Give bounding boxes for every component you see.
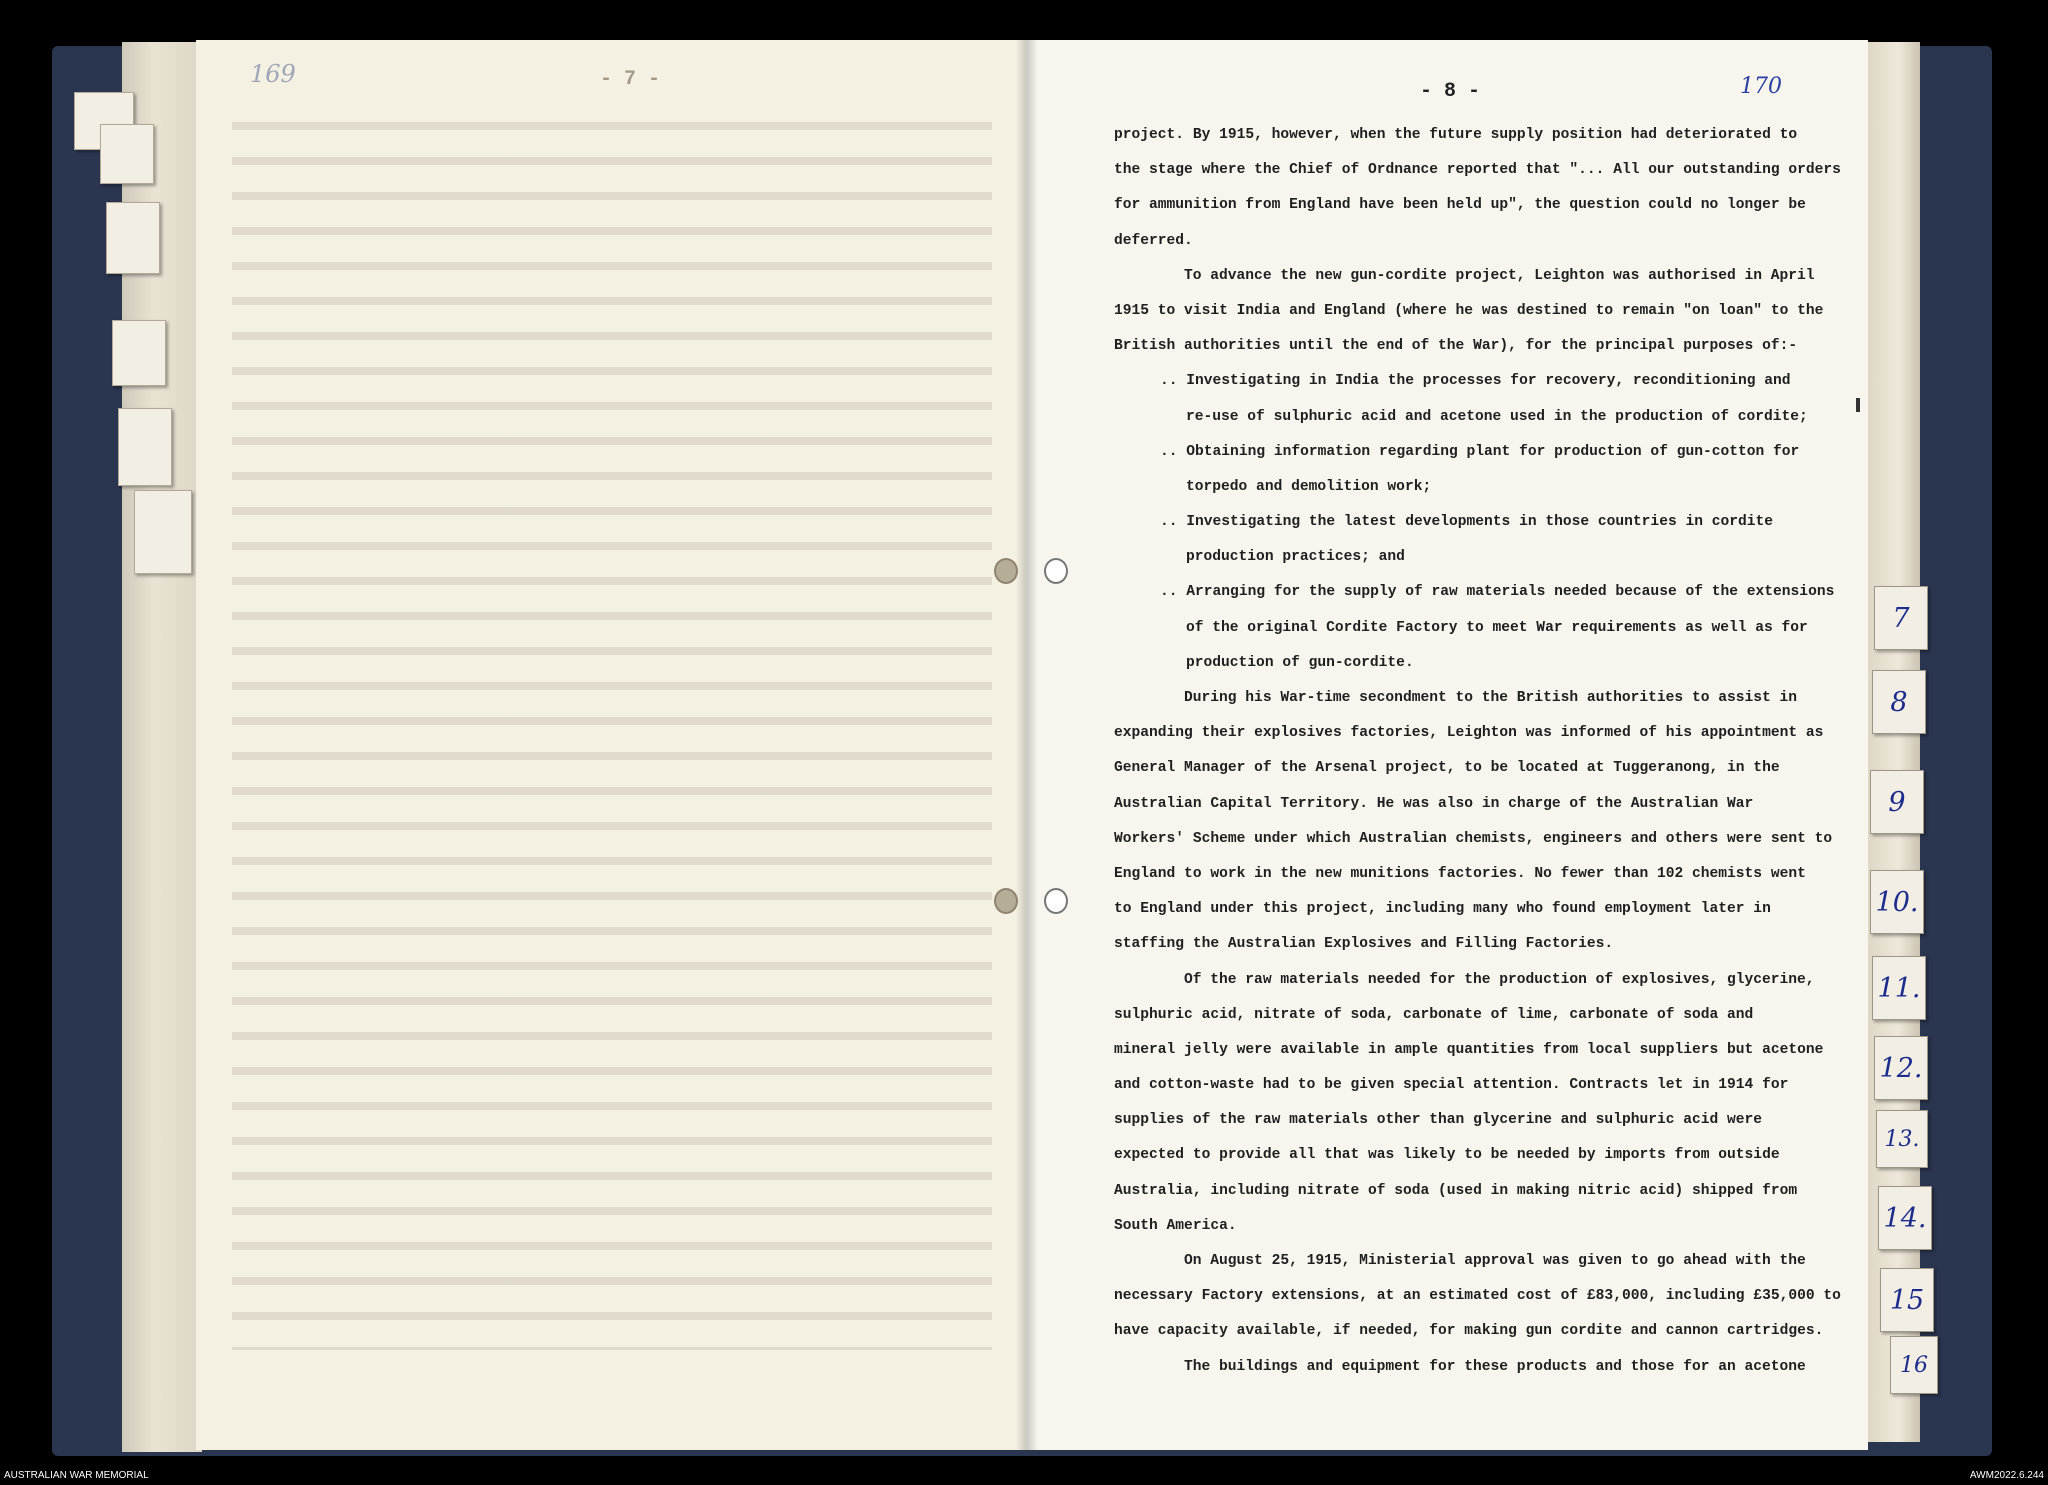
text-line: necessary Factory extensions, at an estimated cost of £83,000, including £35,000 to (1114, 1288, 1841, 1305)
text-line: the stage where the Chief of Ordnance reported that "... All our outstanding orders (1114, 162, 1841, 179)
text-line: Australia, including nitrate of soda (used in making nitric acid) shipped from (1114, 1182, 1798, 1199)
left-page-bleed-through-text (232, 100, 992, 1350)
index-tab[interactable]: 16 (1890, 1336, 1938, 1394)
left-page-handwritten-number: 169 (250, 60, 296, 88)
index-tab[interactable]: 11. (1872, 956, 1926, 1020)
binding-hole (994, 558, 1018, 584)
text-line: expected to provide all that was likely to be needed by imports from outside (1114, 1147, 1780, 1164)
text-line: During his War-time secondment to the British authorities to assist in (1184, 690, 1798, 706)
index-tab[interactable]: 12. (1874, 1036, 1928, 1100)
binding-hole (1044, 558, 1068, 584)
text-line: General Manager of the Arsenal project, to be located at Tuggeranong, in the (1114, 760, 1780, 777)
text-line: .. Investigating in India the processes for recovery, reconditioning and (1160, 373, 1791, 390)
text-line: 1915 to visit India and England (where he was destined to remain "on loan" to the (1114, 302, 1824, 319)
text-line: British authorities until the end of the War), for the principal purposes of:- (1114, 338, 1798, 355)
text-line: staffing the Australian Explosives and Filling Factories. (1114, 936, 1614, 953)
footer-right-caption: AWM2022.6.244 (1969, 1470, 2044, 1481)
text-line: The buildings and equipment for these products and those for an acetone (1184, 1358, 1806, 1375)
margin-mark (1856, 398, 1860, 412)
left-index-tab (100, 124, 154, 184)
text-line: for ammunition from England have been held up", the question could no longer be (1114, 197, 1806, 214)
text-line: Of the raw materials needed for the production of explosives, glycerine, (1184, 971, 1815, 988)
text-line: sulphuric acid, nitrate of soda, carbonate of lime, carbonate of soda and (1114, 1006, 1754, 1023)
text-line: .. Investigating the latest developments in those countries in cordite (1160, 514, 1774, 531)
left-page-number: - 7 - (600, 68, 661, 91)
index-tab[interactable]: 8 (1872, 670, 1926, 734)
text-line: England to work in the new munitions factories. No fewer than 102 chemists went (1114, 865, 1806, 882)
index-tab[interactable]: 13. (1876, 1110, 1928, 1168)
left-index-tab (112, 320, 166, 386)
index-tab[interactable]: 15 (1880, 1268, 1934, 1332)
text-line: to England under this project, including many who found employment later in (1114, 901, 1771, 918)
text-line: production of gun-cordite. (1186, 654, 1414, 671)
index-tab[interactable]: 10. (1870, 870, 1924, 934)
text-line: re-use of sulphuric acid and acetone used in the production of cordite; (1186, 408, 1808, 425)
text-line: expanding their explosives factories, Leighton was informed of his appointment as (1114, 725, 1824, 742)
right-page-number: - 8 - (1420, 80, 1481, 103)
text-line: have capacity available, if needed, for making gun cordite and cannon cartridges. (1114, 1323, 1824, 1340)
text-line: On August 25, 1915, Ministerial approval was given to go ahead with the (1184, 1253, 1806, 1269)
text-line: supplies of the raw materials other than glycerine and sulphuric acid were (1114, 1112, 1763, 1129)
text-line: .. Obtaining information regarding plant for production of gun-cotton for (1160, 443, 1800, 460)
text-line: mineral jelly were available in ample quantities from local suppliers but acetone (1114, 1041, 1824, 1058)
left-index-tab (106, 202, 160, 274)
right-page-handwritten-number: 170 (1740, 74, 1782, 99)
left-index-tab (134, 490, 192, 574)
text-line: To advance the new gun-cordite project, Leighton was authorised in April (1184, 267, 1815, 284)
text-line: South America. (1114, 1217, 1237, 1234)
text-line: torpedo and demolition work; (1186, 478, 1432, 495)
text-line: production practices; and (1186, 549, 1405, 566)
text-line: and cotton-waste had to be given special attention. Contracts let in 1914 for (1114, 1077, 1789, 1094)
text-line: deferred. (1114, 232, 1193, 249)
index-tab[interactable]: 14. (1878, 1186, 1932, 1250)
text-line: of the original Cordite Factory to meet War requirements as well as for (1186, 619, 1808, 636)
left-index-tab (118, 408, 172, 486)
footer-left-caption: AUSTRALIAN WAR MEMORIAL (4, 1470, 149, 1481)
binding-hole (1044, 888, 1068, 914)
text-line: Workers' Scheme under which Australian chemists, engineers and others were sent to (1114, 830, 1833, 847)
index-tab[interactable]: 7 (1874, 586, 1928, 650)
binding-hole (994, 888, 1018, 914)
text-line: project. By 1915, however, when the future supply position had deteriorated to (1114, 127, 1798, 143)
text-line: Australian Capital Territory. He was also in charge of the Australian War (1114, 795, 1754, 812)
right-page-typed-text (1114, 118, 1854, 1385)
index-tab[interactable]: 9 (1870, 770, 1924, 834)
book-gutter (1016, 40, 1038, 1450)
text-line: .. Arranging for the supply of raw materials needed because of the extensions (1160, 584, 1835, 601)
